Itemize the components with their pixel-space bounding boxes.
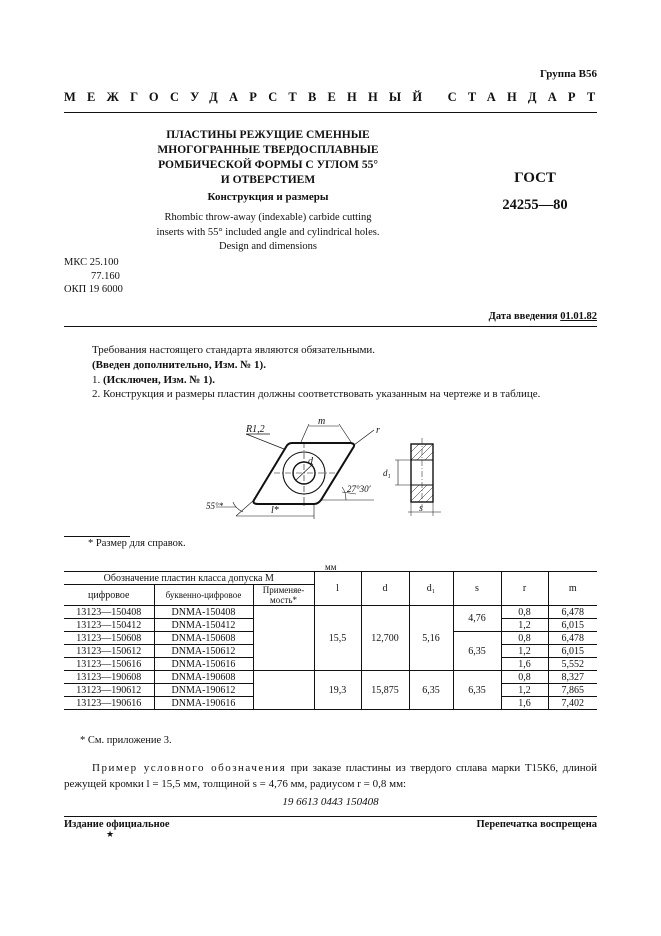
cell-l: 19,3 [314,671,361,710]
cell-d1: 5,16 [409,606,453,671]
example-lead: Пример условного обозначения [92,762,287,774]
label-m: m [318,416,326,427]
official-edition: Издание официальное [64,819,170,830]
cell-r: 0,8 [501,606,548,619]
cell-letter: DNMA-190616 [154,697,253,710]
table-header-l: l [314,572,361,606]
label-d: d [308,456,313,467]
star-icon: ★ [106,829,115,839]
footer-divider [64,816,597,817]
paragraph-item-1 [92,373,597,388]
cell-r: 0,8 [501,632,548,645]
cell-r: 1,2 [501,684,548,697]
table-header-usage: Применяе-мость* [253,585,314,606]
dimensions-table [64,571,597,710]
cell-s: 6,35 [453,671,501,710]
label-angle-27: 27°30′ [347,484,371,494]
english-title-line: inserts with 55° included angle and cylindrical holes. [156,226,380,238]
okp-code: ОКП 19 6000 [64,284,123,295]
cell-digital: 13123—150616 [64,658,154,671]
document-subtitle: Конструкция и размеры [207,191,329,203]
cell-r: 0,8 [501,671,548,684]
table-unit: мм [325,562,337,572]
footnote-appendix: * См. приложение 3. [80,735,172,746]
cell-letter: DNMA-150612 [154,645,253,658]
title-line: РОМБИЧЕСКОЙ ФОРМЫ С УГЛОМ 55° [158,159,378,171]
group-code: Группа В56 [539,68,597,80]
english-title-line: Design and dimensions [219,241,317,252]
example-paragraph [64,760,597,792]
cell-s: 4,76 [453,606,501,632]
cell-digital: 13123—190616 [64,697,154,710]
cell-m: 6,478 [548,632,597,645]
cell-digital: 13123—150412 [64,619,154,632]
paragraph-item-2: 2. Конструкция и размеры пластин должны соответствовать указанным на чертеже и в таблице. [92,388,541,400]
classification-codes [64,256,123,297]
cell-d: 12,700 [361,606,409,671]
table-header-r: r [501,572,548,606]
cell-letter: DNMA-150412 [154,619,253,632]
cell-letter: DNMA-190612 [154,684,253,697]
table-header-digital: цифровое [64,585,154,606]
cell-digital: 13123—150612 [64,645,154,658]
mks-code: МКС 25.100 [64,257,119,268]
cell-r: 1,2 [501,645,548,658]
table-header-group: Обозначение пластин класса допуска М [64,572,314,585]
footnote-divider [64,536,130,537]
cell-l: 15,5 [314,606,361,671]
label-angle-55: 55°* [206,501,224,511]
cell-letter: DNMA-150408 [154,606,253,619]
paragraph-amendment: (Введен дополнительно, Изм. № 1). [92,359,266,371]
cell-m: 6,015 [548,619,597,632]
document-title [118,128,418,188]
cell-s: 6,35 [453,632,501,671]
effective-date [489,311,597,322]
title-line: ПЛАСТИНЫ РЕЖУЩИЕ СМЕННЫЕ [166,129,370,141]
table-row [64,671,597,684]
effective-date-value: 01.01.82 [560,311,597,322]
cell-m: 7,402 [548,697,597,710]
cell-m: 6,015 [548,645,597,658]
header-divider [64,112,597,113]
cell-digital: 13123—150608 [64,632,154,645]
table-row [64,606,597,619]
cell-m: 7,865 [548,684,597,697]
cell-digital: 13123—190608 [64,671,154,684]
cell-m: 6,478 [548,606,597,619]
cell-m: 5,552 [548,658,597,671]
english-title-line: Rhombic throw-away (indexable) carbide cutting [164,212,372,223]
cell-letter: DNMA-190608 [154,671,253,684]
footnote-reference: * Размер для справок. [88,538,186,549]
cell-usage [253,606,314,671]
example-code: 19 6613 0443 150408 [282,796,379,808]
cell-d: 15,875 [361,671,409,710]
cell-letter: DNMA-150616 [154,658,253,671]
cell-r: 1,2 [501,619,548,632]
insert-drawing [196,412,446,524]
cell-d1: 6,35 [409,671,453,710]
cell-m: 8,327 [548,671,597,684]
label-l: l* [271,505,279,516]
cell-digital: 13123—190612 [64,684,154,697]
example-text: при заказе пластины из твердого сплава марки Т15К6, длиной режущей кромки l = 15,5 мм, толщиной s = 4,76 мм, радиусом r = 0,8 мм: [64,762,598,790]
english-title [118,211,418,255]
table-header-s: s [453,572,501,606]
table-header-m: m [548,572,597,606]
cell-letter: DNMA-150608 [154,632,253,645]
date-divider [64,326,597,327]
mks-code-2: 77.160 [91,270,120,282]
cell-usage [253,671,314,710]
paragraph-mandatory: Требования настоящего стандарта являются обязательными. [92,344,376,356]
table-header-letter: буквенно-цифровое [154,585,253,606]
table-header-d: d [361,572,409,606]
label-d1: d₁ [383,468,391,478]
title-line: МНОГОГРАННЫЕ ТВЕРДОСПЛАВНЫЕ [157,144,379,156]
gost-number: 24255—80 [502,197,568,213]
label-r: r [376,425,380,436]
effective-date-label: Дата введения [488,311,558,322]
label-radius: R1,2 [246,424,265,435]
item-excluded: (Исключен, Изм. № 1). [103,374,216,386]
title-line: И ОТВЕРСТИЕМ [220,174,316,186]
reprint-prohibited: Перепечатка воспрещена [476,819,597,830]
cell-r: 1,6 [501,658,548,671]
cell-digital: 13123—150408 [64,606,154,619]
item-number: 1. [92,374,101,386]
cell-r: 1,6 [501,697,548,710]
gost-label: ГОСТ [514,170,556,186]
standard-type-heading: МЕЖГОСУДАРСТВЕННЫЙ СТАНДАРТ [64,90,607,104]
table-header-d1: d₁ [409,572,453,606]
label-s: s [419,503,423,514]
